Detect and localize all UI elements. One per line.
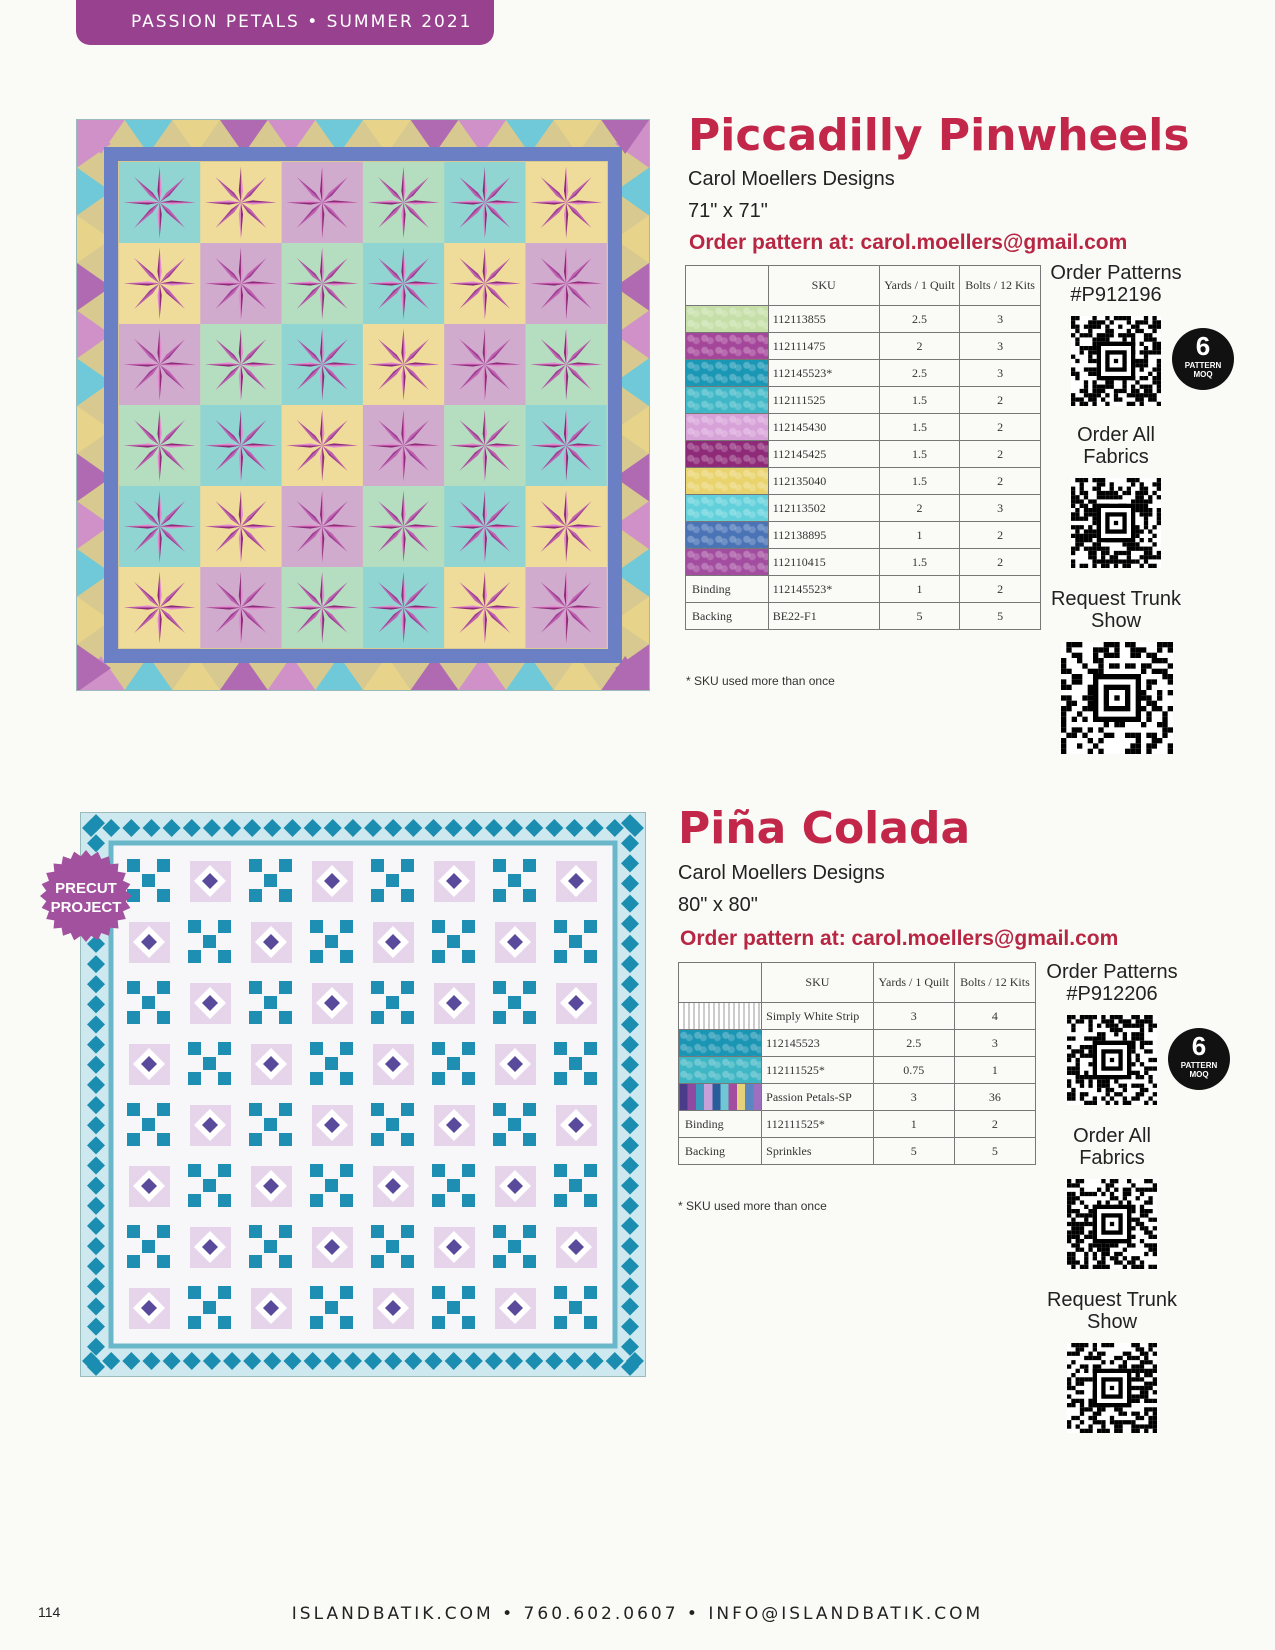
fabric-swatch bbox=[686, 414, 769, 441]
header-tab: PASSION PETALS • SUMMER 2021 bbox=[76, 0, 494, 45]
pattern-designer: Carol Moellers Designs bbox=[688, 168, 895, 190]
order-fabrics-qr-icon[interactable] bbox=[1067, 1179, 1157, 1269]
table-row bbox=[686, 603, 1041, 630]
order-patterns-qr-icon[interactable] bbox=[1071, 316, 1161, 406]
sku-cell: 112111525* bbox=[762, 1057, 874, 1084]
yards-cell: 1.5 bbox=[879, 549, 960, 576]
badge-line2: PROJECT bbox=[50, 899, 122, 916]
sku-cell: BE22-F1 bbox=[768, 603, 879, 630]
sku-header: SKU bbox=[768, 266, 879, 306]
table-row bbox=[686, 360, 1041, 387]
pattern-code: #P912206 bbox=[1066, 983, 1158, 1005]
table-row bbox=[686, 495, 1041, 522]
moq-number: 6 bbox=[1195, 331, 1211, 361]
bolts-cell: 3 bbox=[960, 360, 1041, 387]
yards-cell: 1 bbox=[873, 1111, 954, 1138]
table-row bbox=[686, 387, 1041, 414]
table-row bbox=[679, 1111, 1036, 1138]
table-row bbox=[686, 333, 1041, 360]
pattern-moq-badge bbox=[1172, 328, 1234, 390]
bolts-cell: 5 bbox=[960, 603, 1041, 630]
sku-cell: Passion Petals-SP bbox=[762, 1084, 874, 1111]
bolts-cell: 2 bbox=[960, 576, 1041, 603]
moq-text: MOQ bbox=[1189, 1070, 1209, 1079]
bolts-cell: 2 bbox=[954, 1111, 1035, 1138]
yards-cell: 0.75 bbox=[873, 1057, 954, 1084]
yards-cell: 5 bbox=[873, 1138, 954, 1165]
order-fabrics-text: Order All Fabrics bbox=[1073, 1125, 1151, 1169]
order-fabrics-qr-icon[interactable] bbox=[1071, 478, 1161, 568]
fabric-swatch bbox=[686, 360, 769, 387]
sku-cell: 112111525 bbox=[768, 387, 879, 414]
table-row bbox=[686, 414, 1041, 441]
table-row bbox=[679, 1138, 1036, 1165]
trunk-show-label bbox=[1046, 588, 1186, 632]
trunk-show-text: Request Trunk Show bbox=[1050, 588, 1182, 632]
fabric-swatch bbox=[686, 522, 769, 549]
table-row bbox=[679, 1003, 1036, 1030]
sku-cell: 112111475 bbox=[768, 333, 879, 360]
order-patterns-label bbox=[1042, 961, 1182, 1005]
pina-colada-quilt-image bbox=[80, 812, 646, 1377]
sku-cell: 112145523* bbox=[768, 576, 879, 603]
bolts-cell: 3 bbox=[960, 306, 1041, 333]
table-row bbox=[686, 468, 1041, 495]
trunk-show-qr-icon[interactable] bbox=[1061, 642, 1173, 754]
yards-cell: 2.5 bbox=[873, 1030, 954, 1057]
table-row bbox=[679, 1030, 1036, 1057]
yards-cell: 2 bbox=[879, 495, 960, 522]
yards-cell: 1.5 bbox=[879, 468, 960, 495]
yards-cell: 3 bbox=[873, 1084, 954, 1111]
order-pattern-email[interactable]: Order pattern at: carol.moellers@gmail.com bbox=[680, 927, 1119, 950]
sku-cell: Simply White Strip bbox=[762, 1003, 874, 1030]
bolts-cell: 2 bbox=[960, 441, 1041, 468]
row-label: Backing bbox=[679, 1138, 762, 1165]
yards-cell: 2.5 bbox=[879, 360, 960, 387]
yards-cell: 1 bbox=[879, 576, 960, 603]
bolts-cell: 3 bbox=[960, 495, 1041, 522]
pattern-moq-badge bbox=[1168, 1028, 1230, 1090]
fabric-requirements-table bbox=[678, 962, 1036, 1165]
piccadilly-pinwheels-quilt-image bbox=[76, 119, 650, 691]
fabric-requirements-table bbox=[685, 265, 1041, 630]
fabric-swatch bbox=[686, 387, 769, 414]
pattern-title: Piña Colada bbox=[678, 803, 971, 854]
yards-cell: 5 bbox=[879, 603, 960, 630]
bolts-cell: 4 bbox=[954, 1003, 1035, 1030]
bolts-cell: 2 bbox=[960, 414, 1041, 441]
table-row bbox=[686, 441, 1041, 468]
bolts-cell: 3 bbox=[954, 1030, 1035, 1057]
bolts-cell: 1 bbox=[954, 1057, 1035, 1084]
table-row bbox=[686, 522, 1041, 549]
sku-cell: 112145430 bbox=[768, 414, 879, 441]
bolts-cell: 2 bbox=[960, 387, 1041, 414]
sku-cell: 112111525* bbox=[762, 1111, 874, 1138]
sku-cell: 112135040 bbox=[768, 468, 879, 495]
sku-note: * SKU used more than once bbox=[686, 674, 835, 688]
sku-note: * SKU used more than once bbox=[678, 1199, 827, 1213]
bolts-cell: 2 bbox=[960, 468, 1041, 495]
fabric-swatch bbox=[679, 1084, 762, 1111]
sku-cell: Sprinkles bbox=[762, 1138, 874, 1165]
table-row bbox=[679, 1084, 1036, 1111]
sku-cell: 112145523* bbox=[768, 360, 879, 387]
bolts-cell: 3 bbox=[960, 333, 1041, 360]
order-patterns-text: Order Patterns bbox=[1050, 262, 1182, 284]
moq-text: PATTERN bbox=[1180, 1061, 1218, 1070]
sku-header: SKU bbox=[762, 963, 874, 1003]
bolts-cell: 5 bbox=[954, 1138, 1035, 1165]
fabric-swatch bbox=[679, 1030, 762, 1057]
yards-header: Yards / 1 Quilt bbox=[873, 963, 954, 1003]
order-fabrics-text: Order All Fabrics bbox=[1077, 424, 1155, 468]
pattern-size: 80" x 80" bbox=[678, 894, 758, 916]
yards-cell: 2 bbox=[879, 333, 960, 360]
swatch-header bbox=[679, 963, 762, 1003]
bolts-header: Bolts / 12 Kits bbox=[954, 963, 1035, 1003]
order-fabrics-label bbox=[1042, 1125, 1182, 1169]
footer-contact[interactable]: ISLANDBATIK.COM • 760.602.0607 • INFO@ISLANDBATIK.COM bbox=[291, 1604, 984, 1624]
table-row bbox=[686, 576, 1041, 603]
sku-cell: 112145523 bbox=[762, 1030, 874, 1057]
row-label: Binding bbox=[686, 576, 769, 603]
bolts-cell: 2 bbox=[960, 549, 1041, 576]
bolts-header: Bolts / 12 Kits bbox=[960, 266, 1041, 306]
yards-cell: 2.5 bbox=[879, 306, 960, 333]
fabric-swatch bbox=[686, 441, 769, 468]
trunk-show-text: Request Trunk Show bbox=[1046, 1289, 1178, 1333]
trunk-show-label bbox=[1042, 1289, 1182, 1333]
order-patterns-text: Order Patterns bbox=[1046, 961, 1178, 983]
row-label: Backing bbox=[686, 603, 769, 630]
table-row bbox=[686, 549, 1041, 576]
yards-cell: 3 bbox=[873, 1003, 954, 1030]
bolts-cell: 2 bbox=[960, 522, 1041, 549]
sku-cell: 112113855 bbox=[768, 306, 879, 333]
moq-text: PATTERN bbox=[1184, 361, 1222, 370]
yards-header: Yards / 1 Quilt bbox=[879, 266, 960, 306]
order-patterns-label bbox=[1046, 262, 1186, 306]
page-number: 114 bbox=[38, 1604, 61, 1620]
order-pattern-email[interactable]: Order pattern at: carol.moellers@gmail.com bbox=[689, 231, 1128, 254]
fabric-swatch bbox=[679, 1003, 762, 1030]
precut-project-badge bbox=[40, 850, 132, 942]
sku-cell: 112113502 bbox=[768, 495, 879, 522]
table-row bbox=[686, 306, 1041, 333]
order-patterns-qr-icon[interactable] bbox=[1067, 1015, 1157, 1105]
fabric-swatch bbox=[679, 1057, 762, 1084]
order-fabrics-label bbox=[1046, 424, 1186, 468]
yards-cell: 1.5 bbox=[879, 387, 960, 414]
badge-line1: PRECUT bbox=[55, 880, 117, 897]
swatch-header bbox=[686, 266, 769, 306]
fabric-swatch bbox=[686, 468, 769, 495]
fabric-swatch bbox=[686, 549, 769, 576]
row-label: Binding bbox=[679, 1111, 762, 1138]
moq-number: 6 bbox=[1191, 1031, 1207, 1061]
sku-cell: 112138895 bbox=[768, 522, 879, 549]
pattern-designer: Carol Moellers Designs bbox=[678, 862, 885, 884]
fabric-swatch bbox=[686, 306, 769, 333]
sku-cell: 112145425 bbox=[768, 441, 879, 468]
yards-cell: 1 bbox=[879, 522, 960, 549]
pattern-code: #P912196 bbox=[1070, 284, 1162, 306]
table-row bbox=[679, 1057, 1036, 1084]
pattern-size: 71" x 71" bbox=[688, 200, 768, 222]
trunk-show-qr-icon[interactable] bbox=[1067, 1343, 1157, 1433]
pattern-title: Piccadilly Pinwheels bbox=[688, 110, 1190, 161]
fabric-swatch bbox=[686, 333, 769, 360]
yards-cell: 1.5 bbox=[879, 414, 960, 441]
moq-text: MOQ bbox=[1193, 370, 1213, 379]
bolts-cell: 36 bbox=[954, 1084, 1035, 1111]
sku-cell: 112110415 bbox=[768, 549, 879, 576]
fabric-swatch bbox=[686, 495, 769, 522]
yards-cell: 1.5 bbox=[879, 441, 960, 468]
